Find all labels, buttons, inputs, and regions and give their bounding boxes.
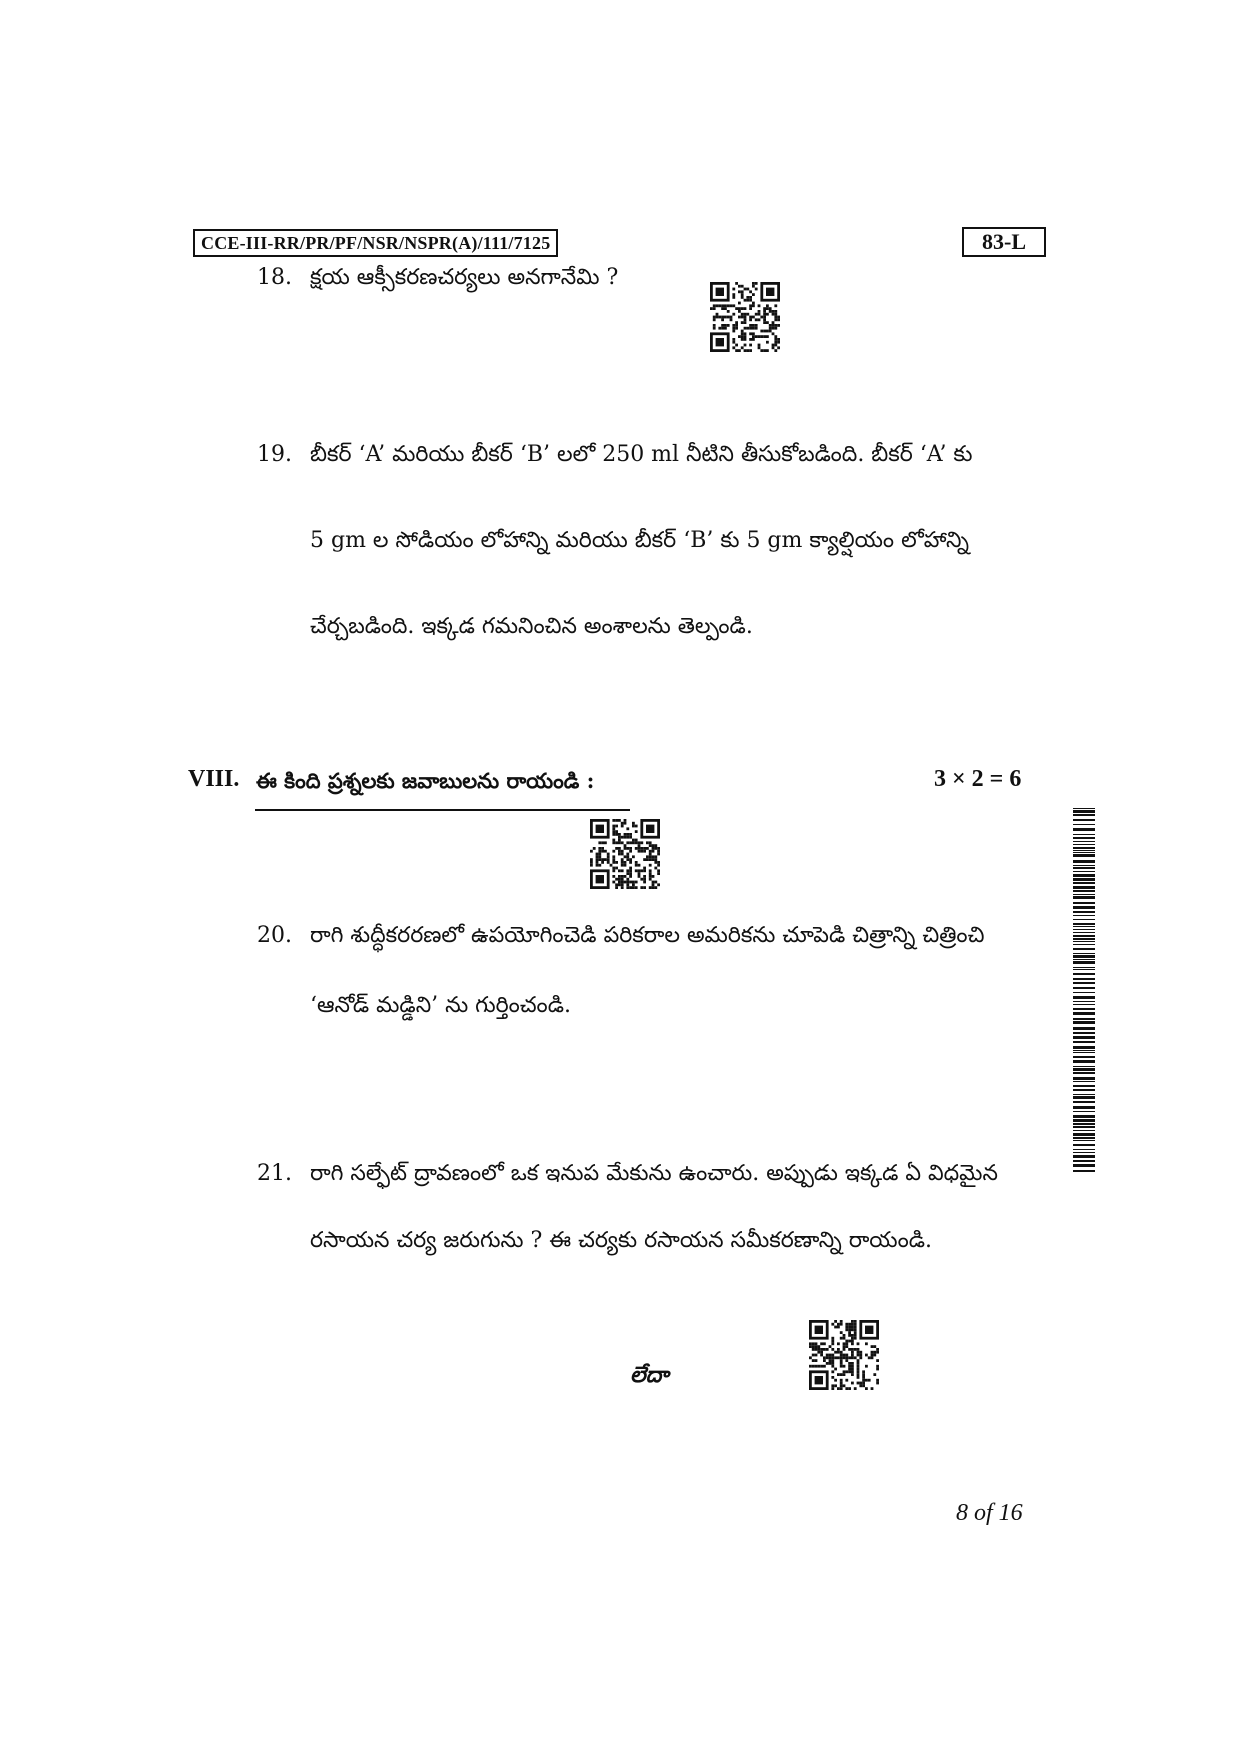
paper-number: 83-L: [962, 227, 1046, 257]
qr-code-icon: [809, 1320, 879, 1390]
question-number: 18.: [257, 265, 292, 290]
section-marks: 3 × 2 = 6: [934, 766, 1022, 792]
question-text-line: ‘ఆనోడ్ మడ్డిని’ ను గుర్తించండి.: [310, 993, 571, 1018]
question-number: 20.: [257, 923, 292, 948]
question-number: 21.: [257, 1161, 292, 1186]
barcode-icon: [1073, 808, 1095, 1174]
section-title-underline: [255, 809, 630, 811]
qr-code-icon: [590, 819, 660, 889]
section-title: ఈ కింది ప్రశ్నలకు జవాబులను రాయండి :: [256, 768, 595, 793]
section-number: VIII.: [188, 766, 240, 792]
question-text-line: బీకర్ ‘A’ మరియు బీకర్ ‘B’ లలో 250 ml నీటిని తీసుకోబడింది. బీకర్ ‘A’ కు: [310, 442, 973, 467]
question-text-line: రాగి శుద్ధీకరరణలో ఉపయోగించెడి పరికరాల అమరికను చూపెడి చిత్రాన్ని చిత్రించి: [310, 923, 985, 948]
paper-code: CCE-III-RR/PR/PF/NSR/NSPR(A)/111/7125: [193, 229, 558, 257]
question-text-line: చేర్చబడింది. ఇక్కడ గమనించిన అంశాలను తెల్పండి.: [310, 614, 753, 639]
or-label: లేదా: [630, 1362, 669, 1388]
question-text-line: రసాయన చర్య జరుగును ? ఈ చర్యకు రసాయన సమీకరణాన్ని రాయండి.: [310, 1228, 933, 1253]
qr-code-icon: [710, 282, 780, 352]
question-number: 19.: [257, 442, 292, 467]
page-number: 8 of 16: [956, 1500, 1023, 1526]
question-text-line: రాగి సల్ఫేట్ ద్రావణంలో ఒక ఇనుప మేకును ఉంచారు. అప్పుడు ఇక్కడ ఏ విధమైన: [310, 1161, 998, 1186]
question-text-line: 5 gm ల సోడియం లోహాన్ని మరియు బీకర్ ‘B’ కు 5 gm క్యాల్షియం లోహాన్ని: [310, 528, 969, 553]
question-text: క్షయ ఆక్సీకరణచర్యలు అనగానేమి ?: [310, 265, 619, 290]
